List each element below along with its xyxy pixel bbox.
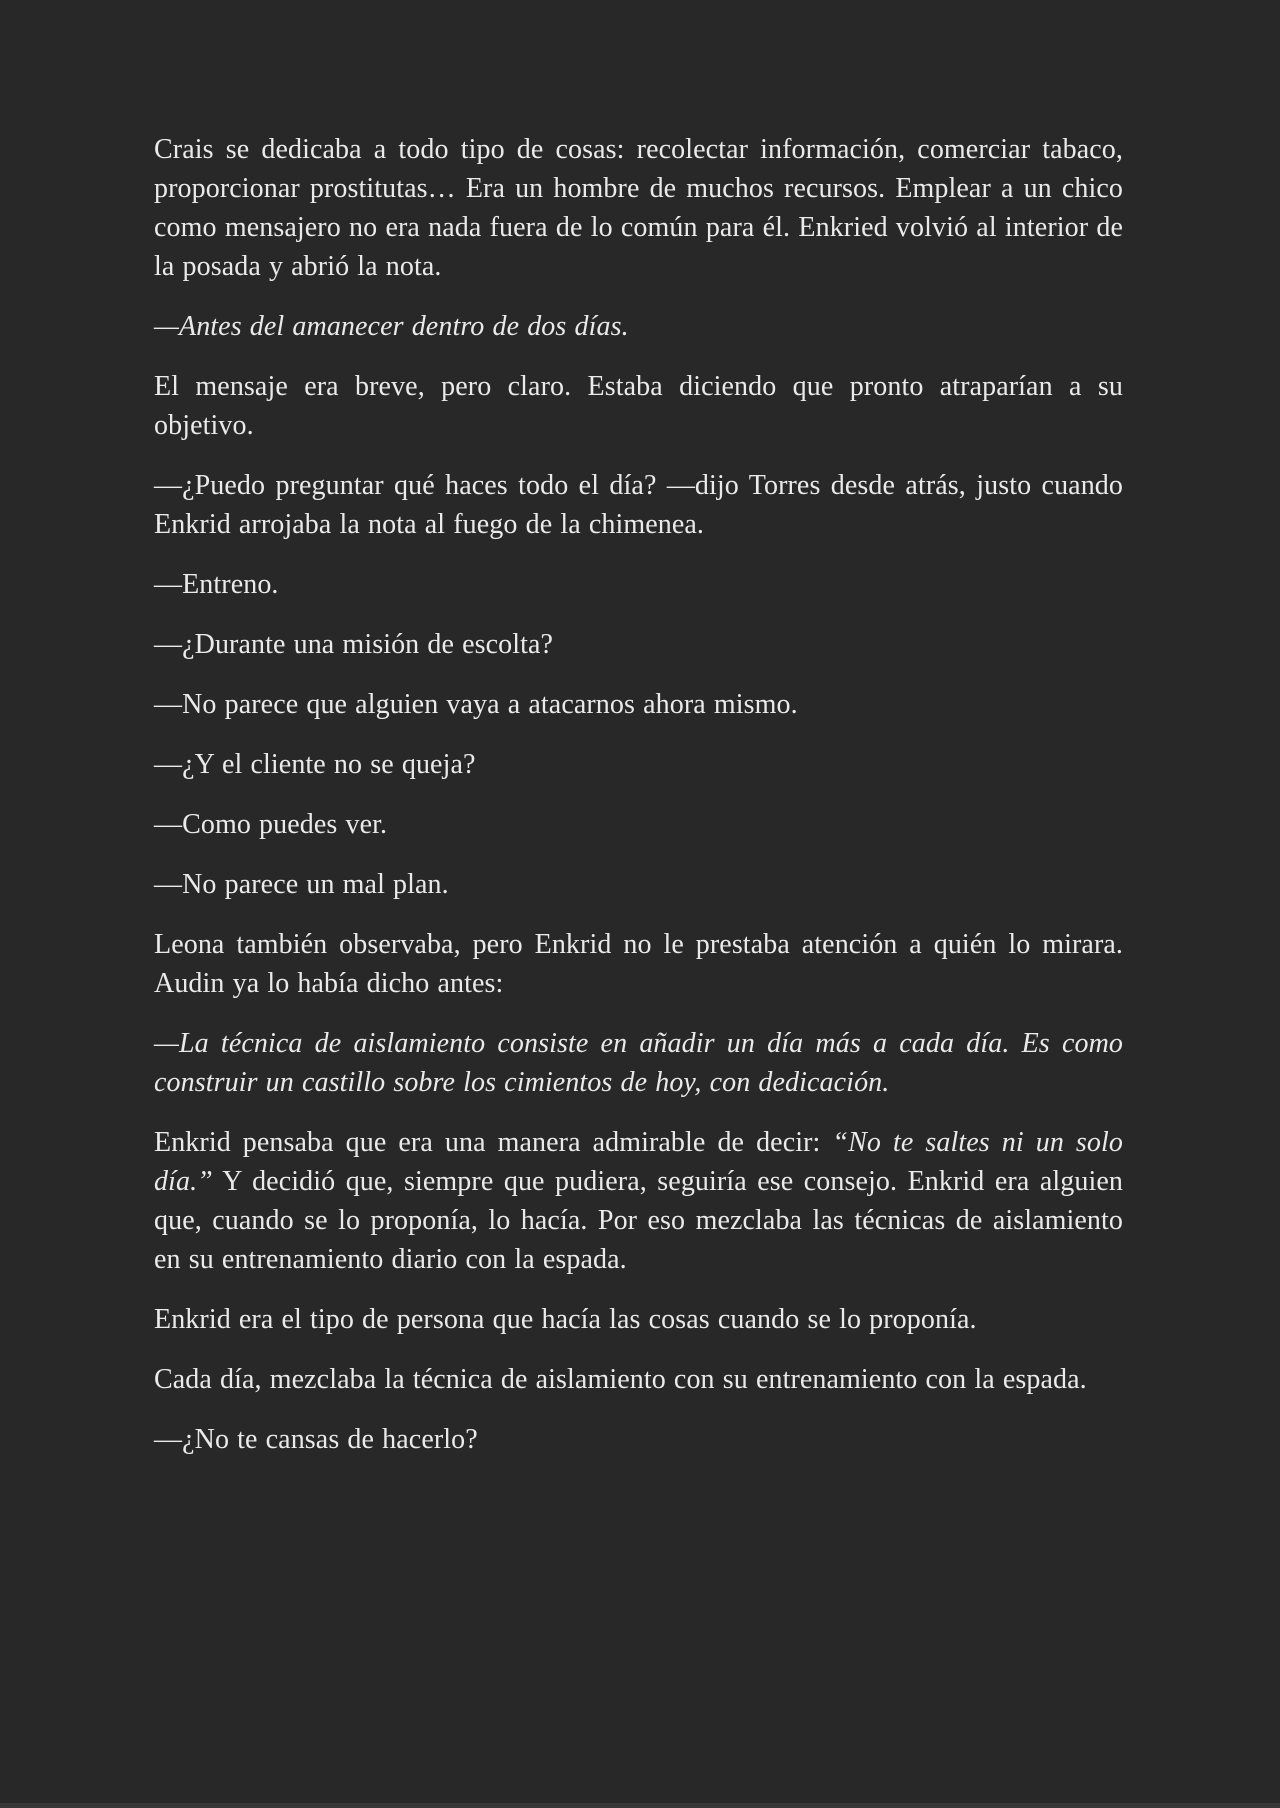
text-column: [154, 130, 1123, 1459]
paragraph: [154, 565, 1123, 604]
text-segment: Cada día, mezclaba la técnica de aislamiento con su entrenamiento con la espada.: [154, 1364, 1087, 1395]
paragraph: [154, 1360, 1123, 1399]
text-segment: Crais se dedicaba a todo tipo de cosas: recolectar información, comerciar tabaco, proporcionar prostitutas… Era un hombre de muchos recursos. Emplear a un chico como mensajero no era nada fuera de lo común para él. Enkried volvió al interior de la posada y abrió la nota.: [154, 134, 1123, 282]
text-segment: Y decidió que, siempre que pudiera, seguiría ese consejo. Enkrid era alguien que, cuando se lo proponía, lo hacía. Por eso mezclaba las técnicas de aislamiento en su entrenamiento diario con la espada.: [154, 1166, 1123, 1275]
text-segment: Enkrid pensaba que era una manera admirable de decir:: [154, 1127, 833, 1158]
paragraph: [154, 625, 1123, 664]
paragraph: [154, 1300, 1123, 1339]
paragraph: [154, 865, 1123, 904]
text-segment: —No parece un mal plan.: [154, 869, 449, 900]
paragraph: [154, 925, 1123, 1003]
text-segment: Enkrid era el tipo de persona que hacía las cosas cuando se lo proponía.: [154, 1304, 977, 1335]
text-segment: —Antes del amanecer dentro de dos días.: [154, 311, 629, 342]
paragraph: [154, 130, 1123, 286]
paragraph: [154, 466, 1123, 544]
text-segment: —¿Y el cliente no se queja?: [154, 749, 476, 780]
text-segment: —La técnica de aislamiento consiste en añadir un día más a cada día. Es como construir un castillo sobre los cimientos de hoy, con dedicación.: [154, 1028, 1123, 1098]
paragraph: [154, 1024, 1123, 1102]
paragraph: [154, 1123, 1123, 1279]
paragraph: [154, 685, 1123, 724]
text-segment: Leona también observaba, pero Enkrid no le prestaba atención a quién lo mirara. Audin ya lo había dicho antes:: [154, 929, 1123, 999]
paragraph: [154, 307, 1123, 346]
text-segment: —No parece que alguien vaya a atacarnos ahora mismo.: [154, 689, 798, 720]
text-segment: —¿Durante una misión de escolta?: [154, 629, 554, 660]
bottom-bar: [0, 1803, 1280, 1808]
text-segment: —¿Puedo preguntar qué haces todo el día? —dijo Torres desde atrás, justo cuando Enkrid arrojaba la nota al fuego de la chimenea.: [154, 470, 1123, 540]
paragraph: [154, 367, 1123, 445]
text-segment: El mensaje era breve, pero claro. Estaba diciendo que pronto atraparían a su objetivo.: [154, 371, 1123, 441]
text-segment: “No te saltes ni un solo día.”: [154, 1127, 1123, 1197]
paragraph: [154, 805, 1123, 844]
text-segment: —¿No te cansas de hacerlo?: [154, 1424, 478, 1455]
paragraph: [154, 1420, 1123, 1459]
paragraph: [154, 745, 1123, 784]
text-segment: —Entreno.: [154, 569, 279, 600]
text-segment: —Como puedes ver.: [154, 809, 388, 840]
